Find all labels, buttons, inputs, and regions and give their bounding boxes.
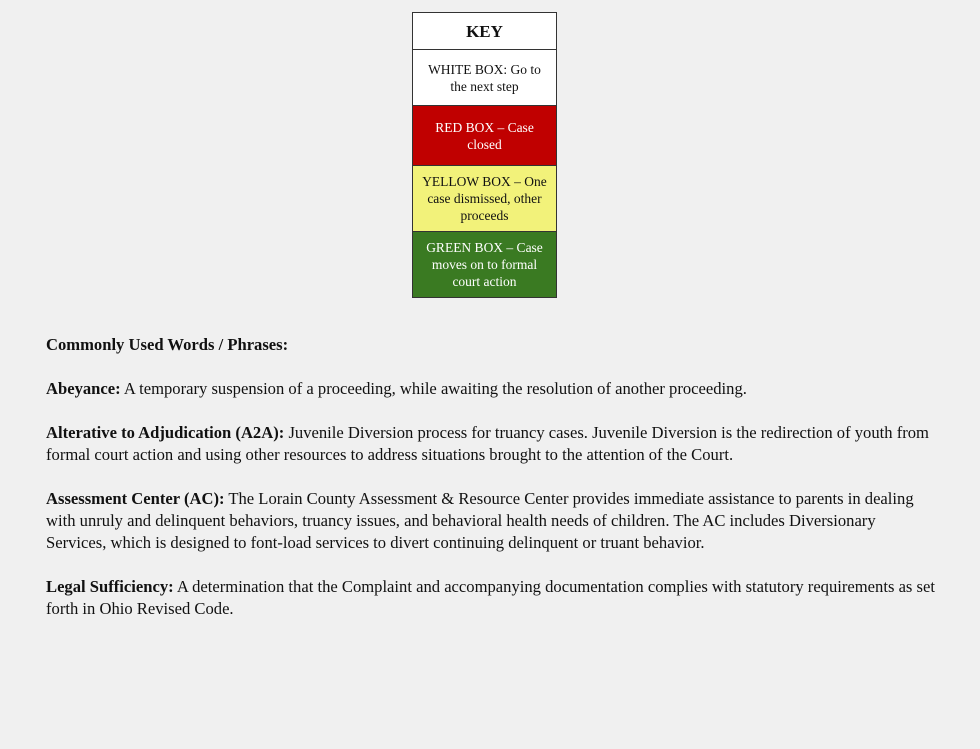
key-yellow-box: YELLOW BOX – One case dismissed, other proceeds (413, 165, 556, 231)
term-a2a: Alterative to Adjudication (A2A): (46, 423, 285, 442)
term-abeyance: Abeyance: (46, 379, 121, 398)
color-key (412, 12, 557, 298)
definition-legal-sufficiency: A determination that the Complaint and accompanying documentation complies with statutory requirements as set forth in Ohio Revised Code. (46, 577, 935, 618)
key-red-box: RED BOX – Case closed (413, 105, 556, 165)
key-white-box: WHITE BOX: Go to the next step (413, 49, 556, 105)
definition-assessment-center: The Lorain County Assessment & Resource Center provides immediate assistance to parents in dealing with unruly and delinquent behaviors, truancy issues, and behavioral health needs of children. The AC includes Diversionary Services, which is designed to font-load services to divert continuing delinquent or truant behavior. (46, 489, 914, 552)
glossary (46, 334, 936, 642)
term-legal-sufficiency: Legal Sufficiency: (46, 577, 174, 596)
key-green-box: GREEN BOX – Case moves on to formal court action (413, 231, 556, 297)
glossary-entry-abeyance (46, 378, 936, 400)
glossary-heading (46, 334, 936, 356)
glossary-entry-assessment-center (46, 488, 936, 554)
definition-abeyance: A temporary suspension of a proceeding, while awaiting the resolution of another proceeding. (123, 379, 747, 398)
glossary-heading-text: Commonly Used Words / Phrases: (46, 335, 289, 354)
key-title: KEY (413, 13, 556, 49)
term-assessment-center: Assessment Center (AC): (46, 489, 225, 508)
glossary-entry-a2a (46, 422, 936, 466)
definition-a2a: Juvenile Diversion process for truancy cases. Juvenile Diversion is the redirection of youth from formal court action and using other resources to address situations brought to the attention of the Court. (46, 423, 929, 464)
glossary-entry-legal-sufficiency (46, 576, 936, 620)
